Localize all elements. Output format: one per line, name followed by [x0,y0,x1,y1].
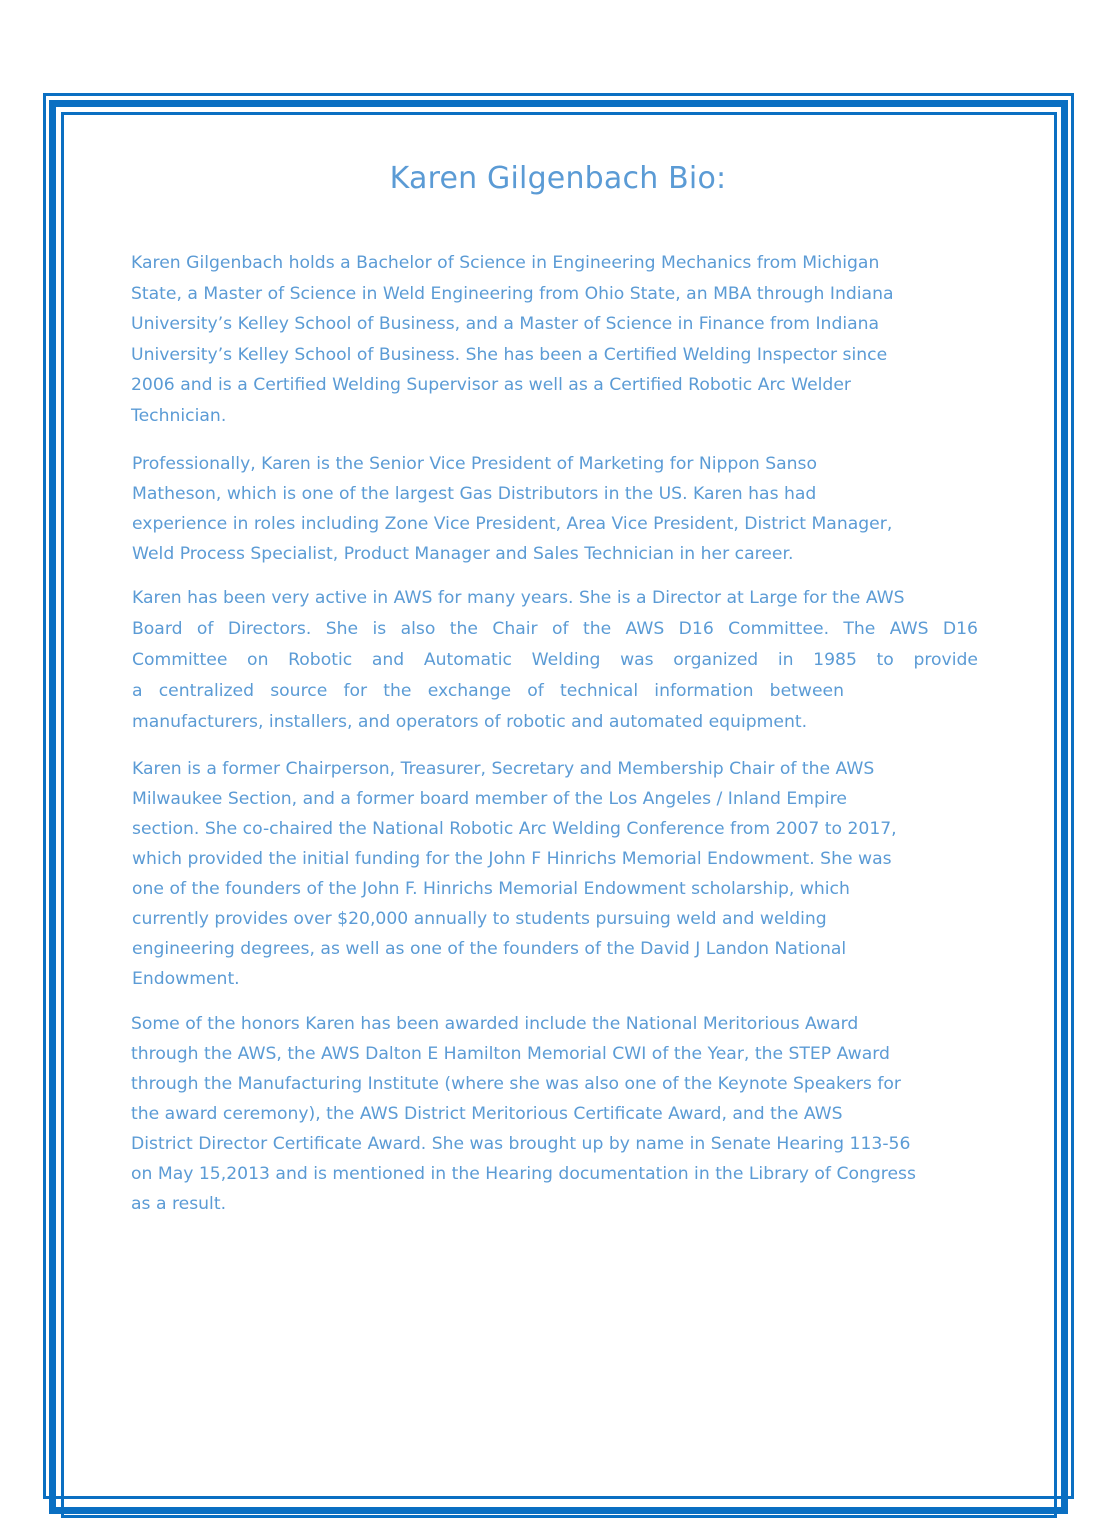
paragraph-honors [131,1009,991,1219]
text-line: Technician. [131,405,227,426]
text-line: Karen Gilgenbach holds a Bachelor of Science in Engineering Mechanics from Michigan [131,253,880,273]
text-line: Weld Process Specialist, Product Manager and Sales Technician in her career. [132,544,794,564]
text-line: the award ceremony), the AWS District Meritorious Certificate Award, and the AWS [131,1104,843,1124]
text-line: District Director Certificate Award. She was brought up by name in Senate Hearing 113-56 [131,1134,911,1154]
paragraph-aws-activity [132,583,992,738]
paragraph-aws-sections [132,754,992,994]
text-line: Board of Directors. She is also the Chair of the AWS D16 Committee. The AWS D16 [132,619,978,639]
text-line: Committee on Robotic and Automatic Welding was organized in 1985 to provide [132,650,978,670]
paragraph-professional [132,449,992,569]
text-line: one of the founders of the John F. Hinrichs Memorial Endowment scholarship, which [132,879,850,899]
text-line: Endowment. [132,969,240,989]
text-line: section. She co-chaired the National Robotic Arc Welding Conference from 2007 to 2017, [132,819,897,839]
text-line: manufacturers, installers, and operators of robotic and automated equipment. [132,712,808,732]
text-line: 2006 and is a Certified Welding Supervisor as well as a Certified Robotic Arc Welder [131,375,851,395]
text-line: a centralized source for the exchange of technical information between [132,681,844,701]
text-line: University’s Kelley School of Business. She has been a Certified Welding Inspector since [131,344,888,365]
text-line: which provided the initial funding for the John F Hinrichs Memorial Endowment. She was [132,849,892,869]
text-line: Karen is a former Chairperson, Treasurer, Secretary and Membership Chair of the AWS [132,759,875,779]
paragraph-education [131,248,991,431]
text-line: Professionally, Karen is the Senior Vice President of Marketing for Nippon Sanso [132,454,818,474]
text-line: State, a Master of Science in Weld Engineering from Ohio State, an MBA through Indiana [131,283,894,304]
text-line: through the Manufacturing Institute (where she was also one of the Keynote Speakers for [131,1074,901,1094]
page-title: Karen Gilgenbach Bio: [389,161,727,196]
text-line: through the AWS, the AWS Dalton E Hamilton Memorial CWI of the Year, the STEP Award [131,1044,890,1064]
text-line: Karen has been very active in AWS for many years. She is a Director at Large for the AWS [132,588,905,608]
text-line: Matheson, which is one of the largest Gas Distributors in the US. Karen has had [132,484,817,504]
text-line: Some of the honors Karen has been awarded include the National Meritorious Award [131,1014,859,1034]
text-line: engineering degrees, as well as one of the founders of the David J Landon National [132,939,847,959]
text-line: currently provides over $20,000 annually to students pursuing weld and welding [132,909,827,929]
text-line: Milwaukee Section, and a former board member of the Los Angeles / Inland Empire [132,789,847,809]
text-line: experience in roles including Zone Vice President, Area Vice President, District Manager, [132,514,893,534]
text-line: on May 15,2013 and is mentioned in the Hearing documentation in the Library of Congress [131,1164,916,1184]
text-line: as a result. [131,1194,227,1214]
text-line: University’s Kelley School of Business, and a Master of Science in Finance from Indiana [131,314,880,334]
